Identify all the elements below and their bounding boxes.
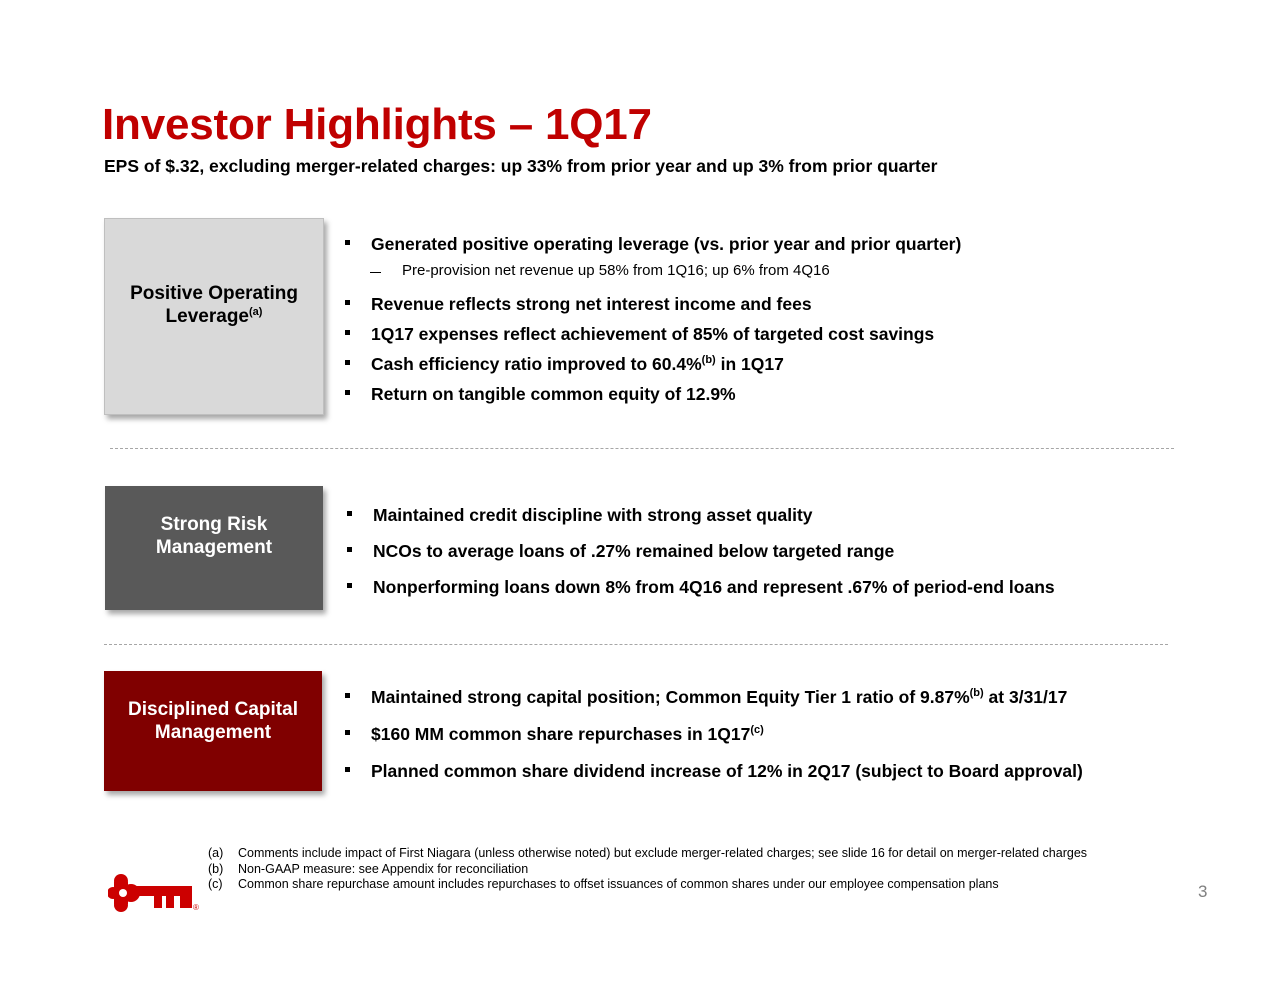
footnotes — [208, 846, 1148, 893]
footnote-text: Comments include impact of First Niagara (unless otherwise noted) but exclude merger-related charges; see slide 16 for detail on merger-related charges — [238, 846, 1088, 860]
footnote-ref-a: (a) — [249, 305, 263, 318]
bullet-item: Generated positive operating leverage (vs. prior year and prior quarter) — [343, 232, 961, 262]
bullet-item — [343, 352, 961, 382]
disciplined-capital-management-box — [104, 671, 322, 791]
footnote-ref-b: (b) — [701, 354, 716, 366]
bullet-text: Maintained strong capital position; Common Equity Tier 1 ratio of 9.87% — [371, 687, 970, 707]
bullet-item: Return on tangible common equity of 12.9% — [343, 382, 961, 412]
page-number: 3 — [1198, 882, 1208, 901]
bullet-text: in 1Q17 — [715, 354, 784, 374]
footnote-ref-c: (c) — [750, 724, 764, 736]
footnote-item — [208, 862, 1148, 878]
section-label — [128, 698, 298, 744]
footnote-ref-b: (b) — [969, 687, 984, 699]
page-title: Investor Highlights – 1Q17 — [102, 100, 652, 149]
bullet-item: Maintained credit discipline with strong asset quality — [345, 503, 1055, 539]
bullet-item: Revenue reflects strong net interest income and fees — [343, 292, 961, 322]
bullet-item: NCOs to average loans of .27% remained below targeted range — [345, 539, 1055, 575]
bullet-text: $160 MM common share repurchases in 1Q17 — [371, 724, 751, 744]
section-label-line1: Positive Operating — [130, 282, 298, 304]
footnote-mark: (b) — [208, 861, 224, 876]
section-label-line2: Management — [154, 722, 272, 743]
footnote-text: Non-GAAP measure: see Appendix for reconciliation — [238, 861, 529, 876]
section-label-line2: Management — [155, 537, 273, 558]
bullet-text: at 3/31/17 — [983, 687, 1068, 707]
positive-operating-leverage-box — [104, 218, 324, 415]
bullet-item: Planned common share dividend increase of 12% in 2Q17 (subject to Board approval) — [343, 759, 1083, 796]
operating-leverage-bullets — [343, 232, 961, 412]
footnote-item — [208, 846, 1148, 862]
key-logo-icon — [108, 872, 200, 914]
capital-management-bullets — [343, 685, 1083, 796]
section-label — [130, 282, 298, 328]
registered-mark: ® — [193, 903, 199, 912]
bullet-item: Nonperforming loans down 8% from 4Q16 and represent .67% of period-end loans — [345, 575, 1055, 611]
bullet-item — [343, 685, 1083, 722]
section-label-line2: Leverage — [165, 305, 249, 327]
section-label-line1: Strong Risk — [160, 514, 268, 535]
footnote-mark: (c) — [208, 877, 223, 891]
bullet-text: Cash efficiency ratio improved to 60.4% — [371, 354, 702, 374]
bullet-item: 1Q17 expenses reflect achievement of 85% of targeted cost savings — [343, 322, 961, 352]
section-label — [156, 513, 272, 559]
footnote-item — [208, 877, 1148, 893]
footnote-text: Common share repurchase amount includes repurchases to offset issuances of common shares under our employee compensation plans — [238, 877, 999, 891]
section-divider — [104, 644, 1168, 645]
section-label-line1: Disciplined Capital — [128, 699, 298, 720]
strong-risk-management-box — [105, 486, 323, 610]
risk-management-bullets — [345, 503, 1055, 611]
section-divider — [110, 448, 1174, 449]
bullet-item — [343, 722, 1083, 759]
sub-bullet-item: Pre-provision net revenue up 58% from 1Q16; up 6% from 4Q16 — [343, 262, 961, 292]
page-subtitle: EPS of $.32, excluding merger-related charges: up 33% from prior year and up 3% from prior quarter — [104, 156, 938, 176]
footnote-mark: (a) — [208, 846, 224, 860]
